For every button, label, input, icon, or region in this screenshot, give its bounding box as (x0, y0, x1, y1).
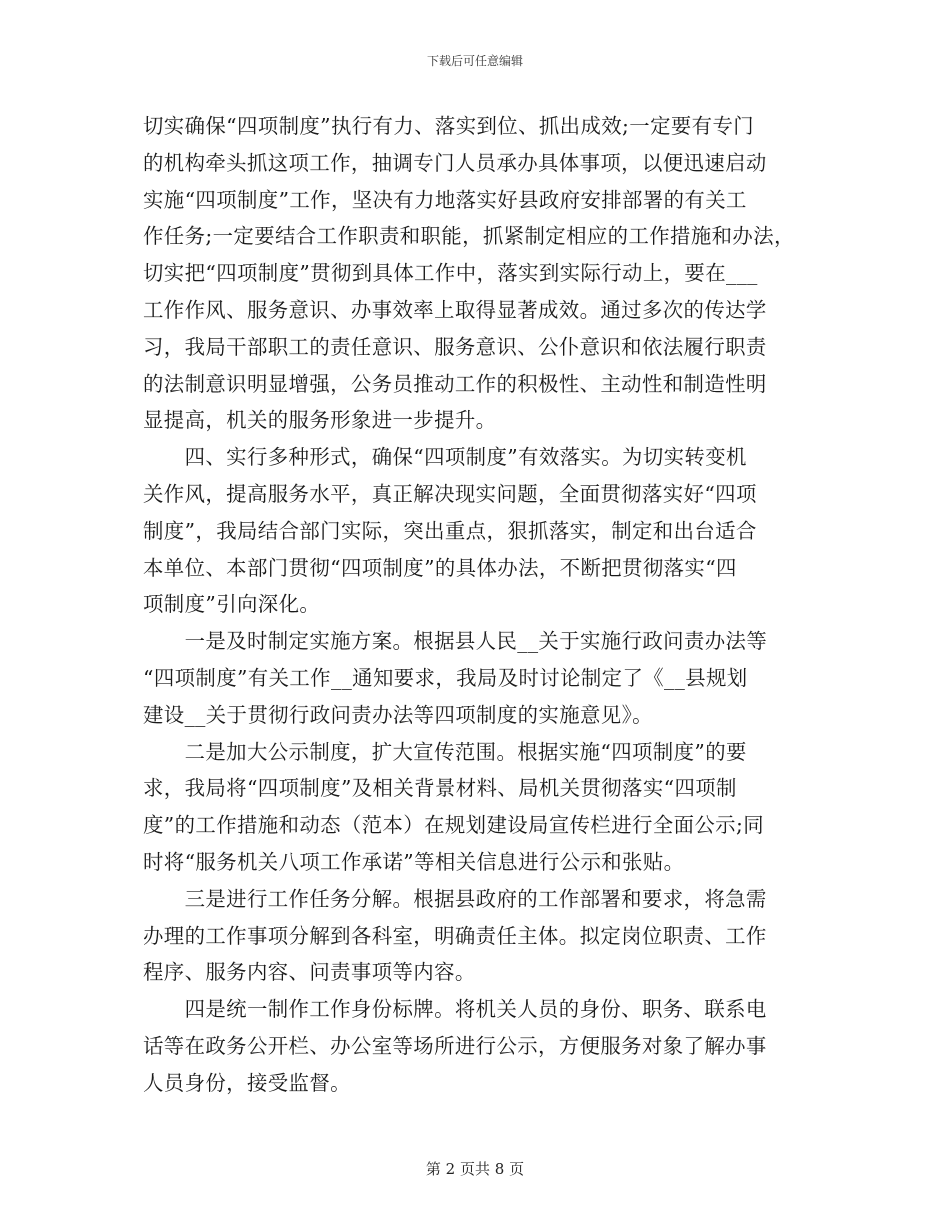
text-line: 关作风，提高服务水平，真正解决现实问题，全面贯彻落实好“四项 (143, 481, 757, 506)
paragraph (143, 439, 811, 623)
text-line: 度”的工作措施和动态（范本）在规划建设局宣传栏进行全面公示;同 (143, 813, 765, 838)
text-line: 的法制意识明显增强，公务员推动工作的积极性、主动性和制造性明 (143, 371, 767, 396)
text-line: 项制度”引向深化。 (143, 592, 321, 617)
paragraph (143, 991, 811, 1101)
paragraph (143, 623, 811, 733)
paragraph (143, 108, 811, 439)
document-body (143, 108, 811, 1102)
text-line: 切实把“四项制度”贯彻到具体工作中，落实到实际行动上，要在___ (143, 261, 758, 286)
text-line: 作任务;一定要结合工作职责和职能，抓紧制定相应的工作措施和办法， (143, 224, 795, 249)
text-line: 人员身份，接受监督。 (143, 1070, 351, 1095)
text-line: 四、实行多种形式，确保“四项制度”有效落实。为切实转变机 (143, 445, 747, 470)
text-line: 制度”，我局结合部门实际，突出重点，狠抓落实，制定和出台适合 (143, 518, 757, 543)
text-line: 切实确保“四项制度”执行有力、落实到位、抓出成效;一定要有专门 (143, 114, 755, 138)
text-line: 时将“服务机关八项工作承诺”等相关信息进行公示和张贴。 (143, 849, 685, 874)
text-line: 二是加大公示制度，扩大宣传范围。根据实施“四项制度”的要 (143, 739, 747, 764)
page-header: 下载后可任意编辑 (426, 54, 523, 68)
text-line: 求，我局将“四项制度”及相关背景材料、局机关贯彻落实“四项制 (143, 776, 737, 801)
text-line: 四是统一制作工作身份标牌。将机关人员的身份、职务、联系电 (143, 997, 767, 1022)
text-line: 三是进行工作任务分解。根据县政府的工作部署和要求，将急需 (143, 886, 767, 911)
text-line: 本单位、本部门贯彻“四项制度”的具体办法，不断把贯彻落实“四 (143, 555, 737, 580)
page-footer: 第 2 页共 8 页 (425, 1160, 525, 1178)
text-line: 建设__关于贯彻行政问责办法等四项制度的实施意见》。 (143, 702, 653, 727)
text-line: 办理的工作事项分解到各科室，明确责任主体。拟定岗位职责、工作 (143, 923, 767, 948)
text-line: “四项制度”有关工作__通知要求，我局及时讨论制定了《__县规划 (143, 665, 748, 690)
text-line: 话等在政务公开栏、办公室等场所进行公示，方便服务对象了解办事 (143, 1033, 767, 1058)
text-line: 实施“四项制度”工作，坚决有力地落实好县政府安排部署的有关工 (143, 187, 747, 212)
text-line: 一是及时制定实施方案。根据县人民__关于实施行政问责办法等 (143, 629, 768, 654)
text-line: 显提高，机关的服务形象进一步提升。 (143, 408, 497, 433)
paragraph (143, 734, 811, 881)
text-line: 习，我局干部职工的责任意识、服务意识、公仆意识和依法履行职责 (143, 334, 767, 359)
text-line: 程序、服务内容、问责事项等内容。 (143, 960, 476, 985)
text-line: 工作作风、服务意识、办事效率上取得显著成效。通过多次的传达学 (143, 297, 767, 322)
text-line: 的机构牵头抓这项工作，抽调专门人员承办具体事项，以便迅速启动 (143, 150, 767, 175)
paragraph (143, 881, 811, 991)
